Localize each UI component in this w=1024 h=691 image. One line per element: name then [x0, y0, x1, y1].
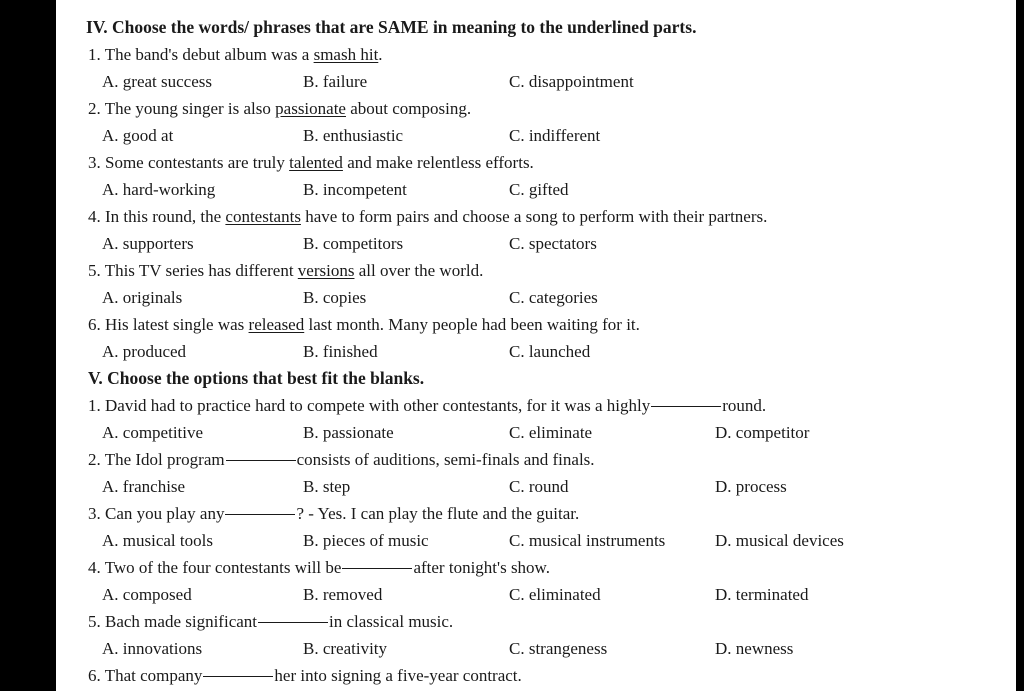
options-row [56, 473, 1016, 500]
section-v-heading: V. Choose the options that best fit the blanks. [88, 368, 425, 388]
option-a[interactable]: A. competitive [102, 423, 204, 442]
option-c[interactable]: C. eliminated [509, 585, 601, 604]
options-row [56, 527, 1016, 554]
worksheet-page [56, 0, 1016, 691]
underlined-phrase: released [248, 315, 305, 334]
question-row: 4. Two of the four contestants will be after tonight's show. [88, 558, 550, 577]
option-c[interactable]: C. strangeness [509, 639, 608, 658]
section-iv-heading: IV. Choose the words/ phrases that are SAME in meaning to the underlined parts. [86, 17, 697, 37]
question-row: 5. This TV series has different versions all over the world. [88, 261, 484, 280]
option-b[interactable]: B. finished [303, 342, 378, 361]
option-b[interactable]: B. pieces of music [303, 531, 429, 550]
option-a[interactable]: A. franchise [102, 477, 186, 496]
option-a[interactable]: A. supporters [102, 234, 194, 253]
option-c[interactable]: C. eliminate [509, 423, 593, 442]
option-d[interactable]: D. process [715, 477, 787, 496]
question-row: 4. In this round, the contestants have to form pairs and choose a song to perform with their partners. [88, 207, 768, 226]
options-row [56, 419, 1016, 446]
options-row [56, 230, 1016, 257]
option-c[interactable]: C. launched [509, 342, 591, 361]
option-b[interactable]: B. step [303, 477, 351, 496]
question-row: 3. Some contestants are truly talented and make relentless efforts. [88, 153, 534, 172]
option-a[interactable]: A. composed [102, 585, 192, 604]
answer-blank[interactable] [203, 675, 273, 677]
underlined-phrase: smash hit [313, 45, 379, 64]
option-b[interactable]: B. enthusiastic [303, 126, 404, 145]
option-b[interactable]: B. removed [303, 585, 383, 604]
option-b[interactable]: B. competitors [303, 234, 404, 253]
question-row: 6. That company her into signing a five-year contract. [88, 666, 522, 685]
underlined-phrase: contestants [225, 207, 301, 226]
option-a[interactable]: A. produced [102, 342, 187, 361]
option-a[interactable]: A. musical tools [102, 531, 213, 550]
option-d[interactable]: D. terminated [715, 585, 809, 604]
option-c[interactable]: C. disappointment [509, 72, 634, 91]
answer-blank[interactable] [225, 513, 295, 515]
answer-blank[interactable] [226, 459, 296, 461]
option-c[interactable]: C. categories [509, 288, 598, 307]
option-c[interactable]: C. spectators [509, 234, 597, 253]
underlined-phrase: passionate [275, 99, 346, 118]
options-row [56, 176, 1016, 203]
option-c[interactable]: C. musical instruments [509, 531, 666, 550]
option-c[interactable]: C. round [509, 477, 569, 496]
option-a[interactable]: A. great success [102, 72, 212, 91]
option-b[interactable]: B. incompetent [303, 180, 407, 199]
underlined-phrase: versions [297, 261, 355, 280]
option-c[interactable]: C. indifferent [509, 126, 601, 145]
question-row: 1. The band's debut album was a smash hit. [88, 45, 383, 64]
option-a[interactable]: A. good at [102, 126, 174, 145]
question-row: 6. His latest single was released last month. Many people had been waiting for it. [88, 315, 640, 334]
options-row [56, 635, 1016, 662]
options-row [56, 338, 1016, 365]
underlined-phrase: talented [289, 153, 343, 172]
question-row: 2. The Idol program consists of auditions, semi-finals and finals. [88, 450, 595, 469]
answer-blank[interactable] [342, 567, 412, 569]
option-c[interactable]: C. gifted [509, 180, 569, 199]
answer-blank[interactable] [258, 621, 328, 623]
option-d[interactable]: D. musical devices [715, 531, 844, 550]
option-b[interactable]: B. passionate [303, 423, 394, 442]
question-row: 5. Bach made significant in classical music. [88, 612, 454, 631]
options-row [56, 68, 1016, 95]
option-a[interactable]: A. originals [102, 288, 183, 307]
option-d[interactable]: D. newness [715, 639, 794, 658]
option-b[interactable]: B. copies [303, 288, 367, 307]
question-row: 3. Can you play any ? - Yes. I can play the flute and the guitar. [88, 504, 580, 523]
option-a[interactable]: A. innovations [102, 639, 203, 658]
option-b[interactable]: B. failure [303, 72, 368, 91]
option-b[interactable]: B. creativity [303, 639, 388, 658]
options-row [56, 581, 1016, 608]
options-row [56, 122, 1016, 149]
option-d[interactable]: D. competitor [715, 423, 810, 442]
options-row [56, 284, 1016, 311]
answer-blank[interactable] [651, 405, 721, 407]
question-row: 2. The young singer is also passionate about composing. [88, 99, 472, 118]
option-a[interactable]: A. hard-working [102, 180, 216, 199]
question-row: 1. David had to practice hard to compete with other contestants, for it was a highly round. [88, 396, 767, 415]
